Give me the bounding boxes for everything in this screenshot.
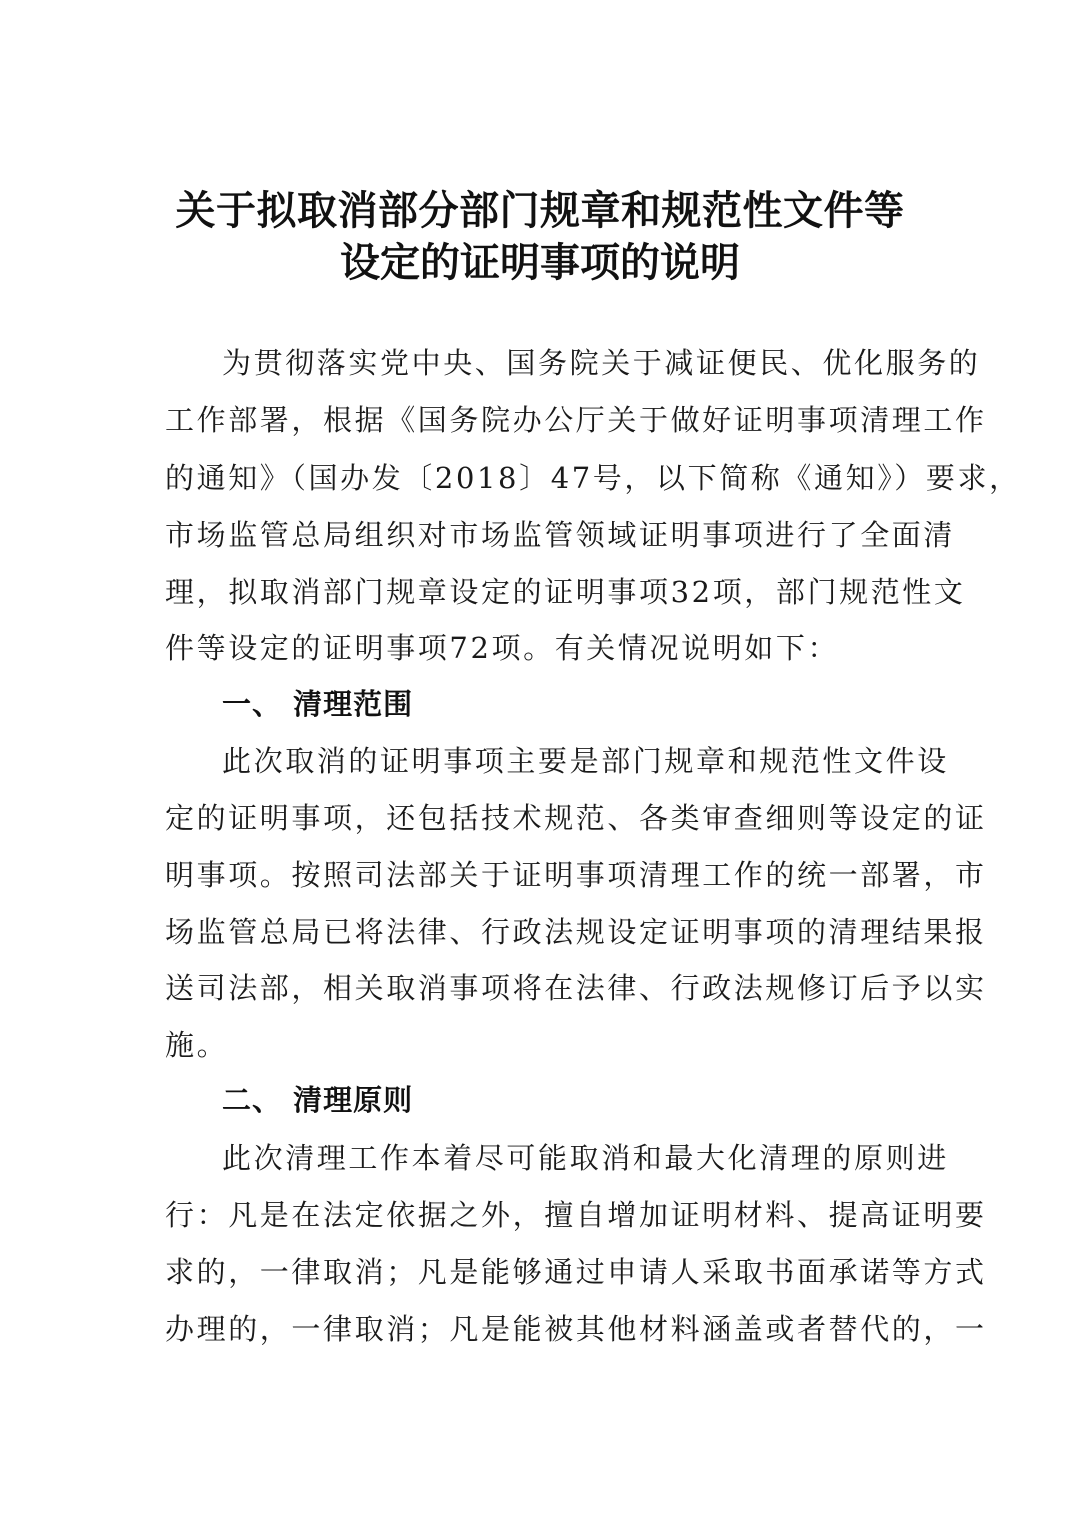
section-2-line-2: 行：凡是在法定依据之外，擅自增加证明材料、提高证明要 (165, 1198, 987, 1232)
intro-line-2: 工作部署，根据《国务院办公厅关于做好证明事项清理工作 (165, 403, 987, 437)
intro-line-3: 的通知》（国办发〔2018〕47号，以下简称《通知》）要求， (165, 461, 1021, 495)
section-1-heading: 一、 清理范围 (222, 687, 414, 721)
intro-line-1: 为贯彻落实党中央、国务院关于减证便民、优化服务的 (222, 346, 981, 380)
intro-line-6: 件等设定的证明事项72项。有关情况说明如下： (165, 631, 840, 665)
section-1-line-6: 施。 (165, 1028, 229, 1062)
section-1-line-2: 定的证明事项，还包括技术规范、各类审查细则等设定的证 (165, 801, 987, 835)
intro-line-5: 理，拟取消部门规章设定的证明事项32项，部门规范性文 (165, 575, 966, 609)
document-title-line-1: 关于拟取消部分部门规章和规范性文件等 (175, 187, 905, 234)
section-1-line-3: 明事项。按照司法部关于证明事项清理工作的统一部署，市 (165, 858, 987, 892)
document-title-line-2: 设定的证明事项的说明 (340, 239, 740, 286)
section-2-line-3: 求的，一律取消；凡是能够通过申请人采取书面承诺等方式 (165, 1255, 987, 1289)
section-1-line-1: 此次取消的证明事项主要是部门规章和规范性文件设 (222, 744, 949, 778)
section-1-line-5: 送司法部，相关取消事项将在法律、行政法规修订后予以实 (165, 971, 987, 1005)
section-1-line-4: 场监管总局已将法律、行政法规设定证明事项的清理结果报 (165, 915, 987, 949)
intro-line-4: 市场监管总局组织对市场监管领域证明事项进行了全面清 (165, 518, 956, 552)
section-2-heading: 二、 清理原则 (222, 1083, 414, 1117)
section-2-line-1: 此次清理工作本着尽可能取消和最大化清理的原则进 (222, 1141, 949, 1175)
section-2-line-4: 办理的，一律取消；凡是能被其他材料涵盖或者替代的，一 (165, 1312, 987, 1346)
